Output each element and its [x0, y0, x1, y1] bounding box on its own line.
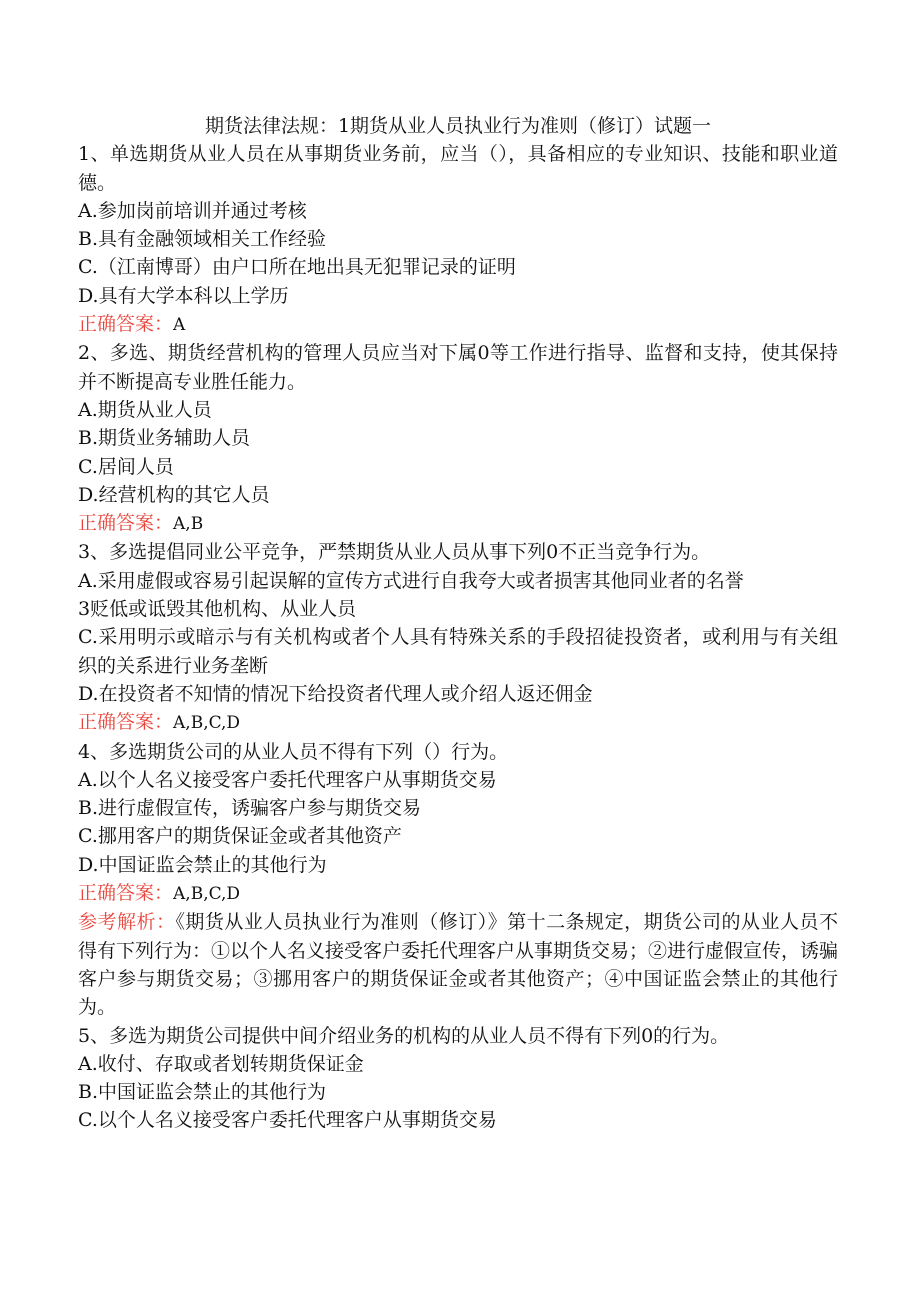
- question-1-option-b: B.具有金融领域相关工作经验: [78, 228, 327, 251]
- question-4-option-c: C.挪用客户的期货保证金或者其他资产: [78, 825, 402, 848]
- question-3-option-a: A.采用虚假或容易引起误解的宣传方式进行自我夸大或者损害其他同业者的名誉: [78, 569, 744, 592]
- question-1-stem: 1、单选期货从业人员在从事期货业务前，应当（），具备相应的专业知识、技能和职业道德。: [78, 143, 838, 194]
- question-1-answer: [78, 310, 838, 339]
- document-title: 期货法律法规：1期货从业人员执业行为准则（修订）试题一: [204, 115, 712, 137]
- analysis-label: 参考解析：: [78, 911, 176, 934]
- question-1-option-d: D.具有大学本科以上学历: [78, 284, 289, 307]
- question-5-option-b: B.中国证监会禁止的其他行为: [78, 1081, 327, 1104]
- question-4-answer: [78, 879, 838, 908]
- question-3-answer: [78, 708, 838, 737]
- question-3-option-c: C.采用明示或暗示与有关机构或者个人具有特殊关系的手段招徒投资者，或利用与有关组织的关系进行业务垄断: [78, 626, 838, 677]
- question-4-stem: 4、多选期货公司的从业人员不得有下列（）行为。: [78, 740, 509, 763]
- question-4-option-a: A.以个人名义接受客户委托代理客户从事期货交易: [78, 768, 497, 791]
- answer-value: A: [173, 315, 186, 336]
- question-3-option-d: D.在投资者不知情的情况下给投资者代理人或介绍人返还佣金: [78, 682, 593, 705]
- question-5-stem: 5、多选为期货公司提供中间介绍业务的机构的从业人员不得有下列0的行为。: [78, 1024, 730, 1047]
- question-2-option-c: C.居间人员: [78, 455, 174, 478]
- answer-label: 正确答案：: [78, 313, 174, 336]
- question-2-answer: [78, 509, 838, 538]
- question-3-option-b: 3贬低或诋毁其他机构、从业人员: [78, 598, 357, 621]
- question-4-option-b: B.进行虚假宣传，诱骗客户参与期货交易: [78, 797, 422, 820]
- question-4-analysis: [78, 908, 838, 1021]
- question-3-stem: 3、多选提倡同业公平竞争，严禁期货从业人员从事下列0不正当竞争行为。: [78, 541, 711, 564]
- answer-label: 正确答案：: [78, 512, 174, 535]
- answer-label: 正确答案：: [78, 711, 174, 734]
- question-2-stem: 2、多选、期货经营机构的管理人员应当对下属0等工作进行指导、监督和支持，使其保持并不断提高专业胜任能力。: [78, 342, 838, 393]
- question-5-option-a: A.收付、存取或者划转期货保证金: [78, 1052, 364, 1075]
- question-4-option-d: D.中国证监会禁止的其他行为: [78, 853, 327, 876]
- answer-value: A,B: [173, 514, 204, 535]
- question-2-option-d: D.经营机构的其它人员: [78, 483, 270, 506]
- answer-value: A,B,C,D: [173, 713, 241, 734]
- question-2-option-a: A.期货从业人员: [78, 398, 212, 421]
- document-page: [78, 112, 838, 1135]
- answer-label: 正确答案：: [78, 882, 174, 905]
- answer-value: A,B,C,D: [173, 884, 241, 905]
- question-1-option-a: A.参加岗前培训并通过考核: [78, 199, 307, 222]
- question-2-option-b: B.期货业务辅助人员: [78, 427, 251, 450]
- question-1-option-c: C.（江南博哥）由户口所在地出具无犯罪记录的证明: [78, 256, 516, 279]
- question-5-option-c: C.以个人名义接受客户委托代理客户从事期货交易: [78, 1109, 497, 1132]
- analysis-text: 《期货从业人员执业行为准则（修订）》第十二条规定，期货公司的从业人员不得有下列行为：①以个人名义接受客户委托代理客户从事期货交易；②进行虚假宣传，诱骗客户参与期货交易；③挪用客户的期货保证金或者其他资产；④中国证监会禁止的其他行为。: [78, 911, 839, 1019]
